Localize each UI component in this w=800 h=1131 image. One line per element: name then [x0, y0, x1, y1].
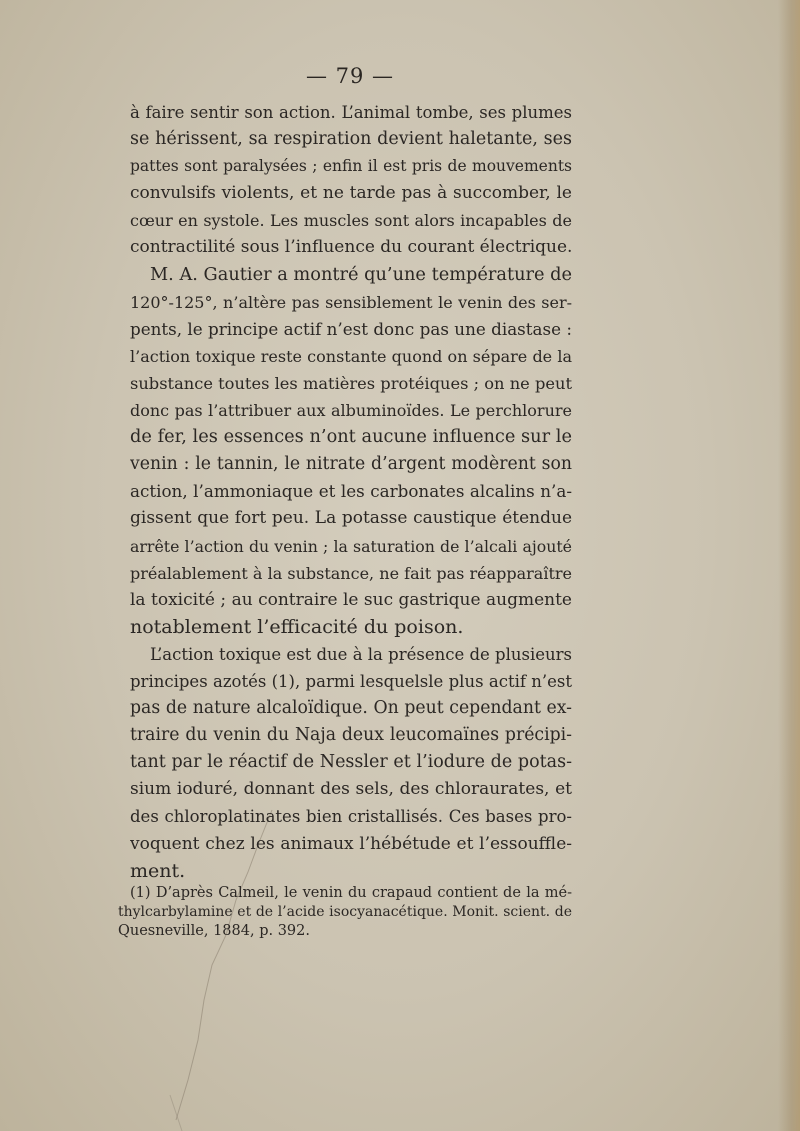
text-line: pas de nature alcaloïdique. On peut cependant ex-	[130, 698, 572, 719]
text-line: cœur en systole. Les muscles sont alors incapables de	[130, 211, 572, 231]
text-line: L’action toxique est due à la présence de plusieurs	[150, 644, 572, 664]
text-line: pattes sont paralysées ; enfin il est pris de mouvements	[130, 157, 572, 176]
footnote-line: Quesneville, 1884, p. 392.	[118, 923, 310, 939]
text-line: sium ioduré, donnant des sels, des chloraurates, et	[130, 779, 572, 800]
text-line: donc pas l’attribuer aux albuminoïdes. Le perchlorure	[130, 401, 572, 421]
text-line: venin : le tannin, le nitrate d’argent modèrent son	[130, 454, 572, 475]
text-line: se hérissent, sa respiration devient haletante, ses	[130, 129, 572, 150]
text-line: action, l’ammoniaque et les carbonates alcalins n’a-	[130, 481, 572, 502]
text-line: convulsifs violents, et ne tarde pas à succomber, le	[130, 183, 572, 204]
text-line: voquent chez les animaux l’hébétude et l’essouffle-	[130, 833, 572, 854]
text-line: gissent que fort peu. La potasse caustique étendue	[130, 508, 572, 529]
footnote	[118, 884, 572, 941]
text-line: principes azotés (1), parmi lesquelsle plus actif n’est	[130, 671, 572, 691]
text-line: des chloroplatinates bien cristallisés. Ces bases pro-	[130, 807, 572, 827]
text-line: substance toutes les matières protéiques ; on ne peut	[130, 373, 572, 393]
text-line: traire du venin du Naja deux leucomaïnes précipi-	[130, 725, 572, 746]
text-line: tant par le réactif de Nessler et l’iodure de potas-	[130, 752, 572, 773]
text-line: ment.	[130, 859, 186, 882]
text-line: contractilité sous l’influence du courant électrique.	[130, 237, 572, 258]
text-line: la toxicité ; au contraire le suc gastrique augmente	[130, 589, 572, 610]
text-line: de fer, les essences n’ont aucune influence sur le	[130, 427, 572, 448]
text-line: M. A. Gautier a montré qu’une température de	[150, 264, 572, 285]
text-line: l’action toxique reste constante quond on sépare de la	[130, 346, 572, 366]
page-number: — 79 —	[305, 64, 395, 88]
main-text	[130, 99, 572, 885]
text-line: pents, le principe actif n’est donc pas une diastase :	[130, 318, 572, 339]
text-line: préalablement à la substance, ne fait pas réapparaître	[130, 563, 572, 583]
text-line: arrête l’action du venin ; la saturation de l’alcali ajouté	[130, 536, 572, 556]
footnote-line: (1) D’après Calmeil, le venin du crapaud contient de la mé-	[130, 885, 572, 901]
text-line: notablement l’efficacité du poison.	[130, 615, 464, 638]
text-line: 120°-125°, n’altère pas sensiblement le venin des ser-	[130, 292, 572, 312]
footnote-line: thylcarbylamine et de l’acide isocyanacétique. Monit. scient. de	[118, 904, 572, 920]
text-line: à faire sentir son action. L’animal tombe, ses plumes	[130, 103, 572, 122]
